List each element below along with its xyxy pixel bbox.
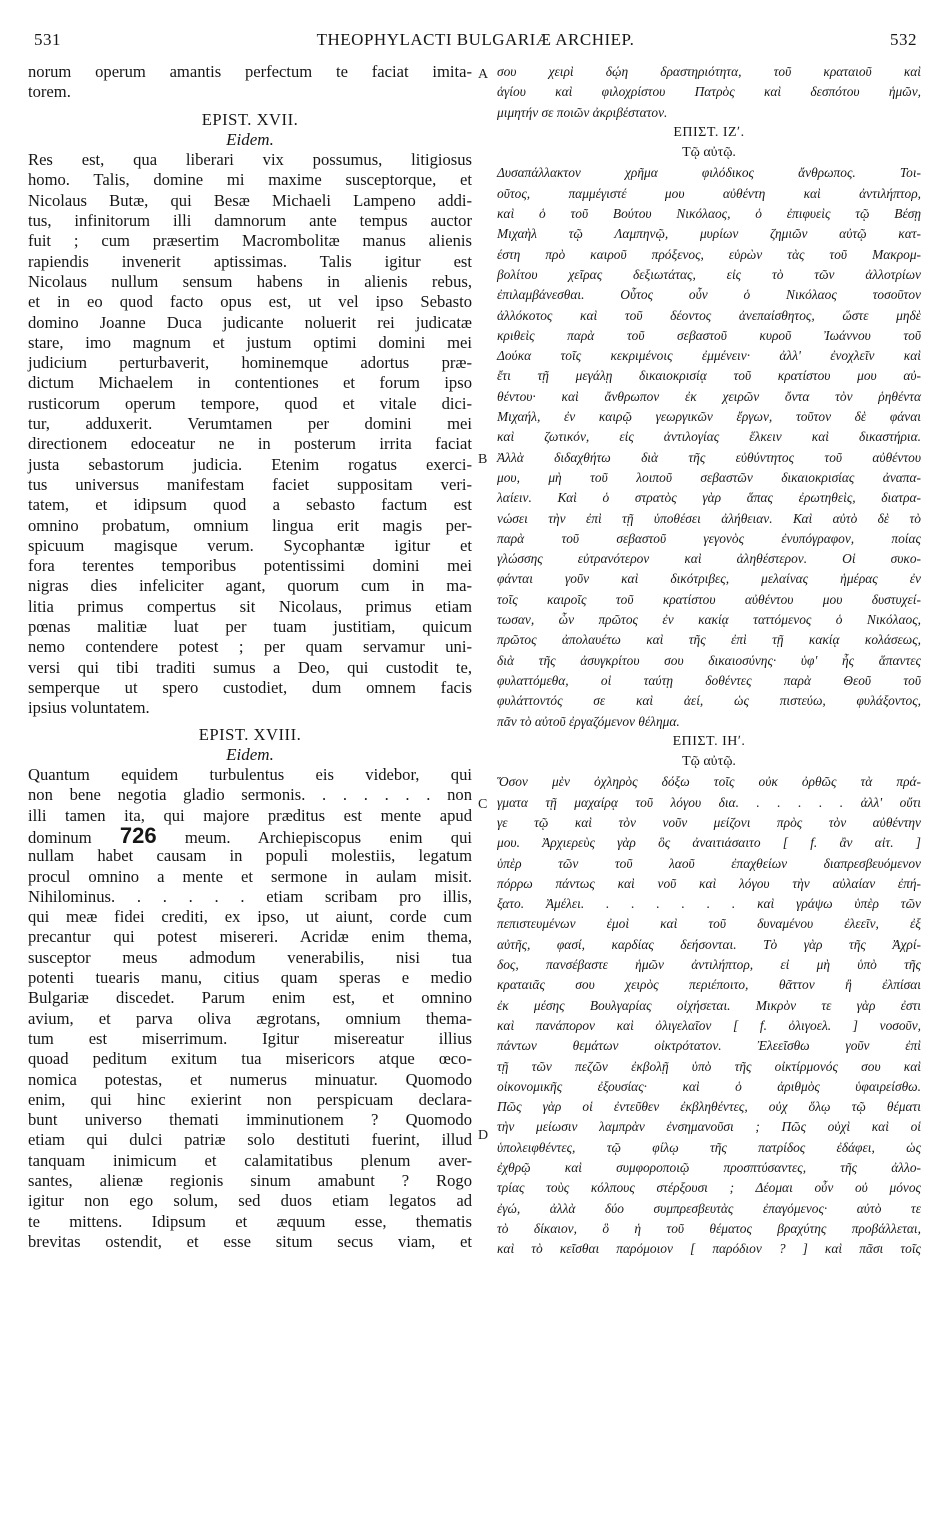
text-line: ἐχθρῷ καὶ συμφοροποιῷ προσπτύσαντες, τῆς ἀλλο- [497,1160,921,1176]
text-line: igitur non ego solum, sed duos etiam legatos ad [28,1191,472,1211]
text-line: fuit ; cum præsertim Macrombolitæ manus alienis [28,231,472,251]
greek-top-lines [497,62,921,123]
text-line: τὸ δίκαιον, ὃ ἡ τοῦ θέματος βραχύτης προβάλλεται, [497,1220,921,1236]
text-line: bunt universo themati imminutionem ? Quomodo [28,1110,472,1130]
text-line: tatem, et idipsum quod a sebasto factum est [28,495,472,515]
text-line: Nicolaus nullum sensum habens in alienis rebus, [28,271,472,291]
text-line: ἀλλόκοτος καὶ τοῦ δέοντος ἀνεπαίσθητος, ὥστε μηδὲ [497,307,921,323]
text-line: μου, μὴ τοῦ λοιποῦ σεβαστῶν δικαιοκρισίας ἀναπα- [497,469,921,485]
text-line: γματα τῇ μαχαίρᾳ τοῦ λόγου δια. . . . . . ἀλλ' οὔτι [497,794,921,810]
latin-ep18-heading: EPIST. XVIII. [198,724,302,744]
text-line: justa sebastorum judicia. Etenim rogatus exerci- [28,454,472,474]
text-line: πρῶτος ἀπολαυέτω καὶ τῆς ἐπὶ τῇ κακίᾳ κολάσεως, [497,632,921,648]
text-line: potenti tuearis manu, citius quam speras e medio [28,968,472,988]
text-line: έστη πρὸ καιροῦ πρόξενος, εὑρὼν τὰς τοῦ Μακρομ- [497,246,921,262]
greek-ep18-addressee: Τῷ αὐτῷ. [682,754,736,770]
text-line: οἰκονομικῆς ἐξουσίας· καὶ ὁ ἀριθμὸς ὑφαιρείσθω. [497,1078,921,1094]
text-line: ὑπολειφθέντες, τῷ φίλῳ τῆς πατρίδος ἐδάφει, ὡς [497,1139,921,1155]
page-number-left: 531 [34,30,61,49]
text-line: μιμητήν σε ποιῶν ἀκριβέστατον. [497,104,668,120]
text-line: λαίειν. Καὶ ὁ στρατὸς γὰρ ἅπας ἐρωτηθεὶς, διατρα- [497,490,921,506]
text-line: ipsius voluntatem. [28,698,150,718]
text-line: Δυσαπάλλακτον χρῆμα φιλόδικος ἄνθρωπος. Τοι- [497,165,921,181]
text-line: τρίας τοὺς κόλπους στέρξουσι ; Δέομαι οὖν οὐ μόνος [497,1180,921,1196]
text-line: ἁγίου καὶ φιλοχρίστου Πατρὸς καὶ δεσπότου ἡμῶν, [497,84,921,100]
text-line: Ὅσον μὲν ὀχληρὸς δόξω τοῖς οὐκ ὀρθῶς τὰ πρά- [497,774,921,790]
greek-ep18-body [497,772,921,1259]
text-line: πᾶν τὸ αὐτοῦ ἐργαζόμενον θέλημα. [497,713,680,729]
text-line: γε τῷ καὶ τὸν νοῦν μείζονι πρὸς τὸν αὐθέντην [497,814,921,830]
text-line: susceptor meus admodum venerabilis, nisi tua [28,947,472,967]
text-line: Μιχαὴλ τῷ Λαμπηνῷ, μυρίων ζημιῶν αὐτῷ κατ- [497,226,921,242]
text-line: οῦτος, παμμέγιστέ μου αὐθέντη καὶ ἀντιλήπτορ, [497,185,921,201]
latin-ep18-body [28,765,472,1252]
text-line: et in eo quod facto opus est, ut vel ipso Sebasto [28,292,472,312]
text-line: qui meæ fidei crediti, ex ipso, ut aiunt, corde cum [28,907,472,927]
text-line: φάνται γοῦν καὶ δικότριβες, μελαίνας ἡμέρας ἐν [497,571,921,587]
text-line: βολίτου χεῖρας δεξιωτάτας, εἰς τὸ τῶν ἀλλοτρίων [497,266,921,282]
text-line: torem. [28,82,71,102]
text-line: spicuum magisque verum. Sycophantæ igitur et [28,535,472,555]
text-line: φυλάττοντός σε καὶ ἀεί, ὡς πιστεύω, φυλάξοντος, [497,693,921,709]
text-line: Res est, qua liberari vix possumus, litigiosus [28,150,472,170]
text-line: ξατο. Ἀμέλει. . . . . . . καὶ γράψω ὑπὲρ τῶν [497,896,921,912]
greek-ep17-heading: ΕΠΙΣΤ. ΙΖʹ. [673,124,745,140]
text-line: rapiendis invenerit aptissimas. Talis igitur est [28,251,472,271]
text-line: πεπιστευμένων ἐμοὶ καὶ τοῦ δυναμένου ἐλεεῖν, ἐξ [497,916,921,932]
text-line: litia primus compertus sit Nicolaus, primus etiam [28,596,472,616]
text-line: nemo contendere potest ; per quam servamur uni- [28,637,472,657]
section-marker-d: D [478,1128,489,1143]
text-line: Quantum equidem turbulentus eis videbor, qui [28,765,472,785]
column-number: 726 [119,822,157,848]
line-part: dominum [28,827,120,847]
text-line: enim, qui hinc exierint non perspicuam declara- [28,1089,472,1109]
text-line: τῇ τῶν πεζῶν ἐκβολῇ ὑπὸ τῆς οἰκτίρμονός σου καὶ [497,1058,921,1074]
text-line: Nihilominus. . . . . . etiam scribam pro illis, [28,886,472,906]
text-line: tus universus manifestam faciet suppositam veri- [28,474,472,494]
latin-ep18-addressee: Eidem. [226,744,274,764]
text-line: τὴν μείωσιν λαμπρὰν ἐνσημανοῦσι ; Πῶς οὐχὶ καὶ οἱ [497,1119,921,1135]
text-line: quoad peditum exitum tua misericors atque œco- [28,1049,472,1069]
text-line: omnino probatum, omnium lingua erit magis per- [28,515,472,535]
text-line: ὑπὲρ τῶν τοῦ λαοῦ ἐπαχθείων διαπρεσβευόμενον [497,855,921,871]
text-line: judicium perturbaverit, hominemque adortus præ- [28,353,472,373]
text-line: αὐτῆς, φασί, καρδίας δεήσονται. Τὸ γὰρ τῆς Ἀχρί- [497,936,921,952]
text-line: νώσει τὴν ἐπὶ τῇ ὑποθέσει ἀλήθειαν. Καὶ αὐτὸ δὲ τὸ [497,510,921,526]
latin-ep17-body [28,150,472,718]
text-line: τωσαν, ὧν πρῶτος ἐν κακίᾳ ταττόμενος ὁ Νικόλαος, [497,612,921,628]
text-line: καὶ τὸ κεῖσθαι παρόμοιον [ παρόδιον ? ] καὶ πᾶσι τοῖς [497,1241,921,1257]
running-title: THEOPHYLACTI BULGARIÆ ARCHIEP. [316,30,635,49]
greek-ep18-heading: ΕΠΙΣΤ. ΙΗʹ. [672,733,746,749]
text-line: Πῶς γὰρ οἱ ἐντεῦθεν ἐκβληθέντες, οὐχ ὅλῳ τῷ θέματι [497,1099,921,1115]
text-line: πάντων θεμάτων οἰκτρότατον. Ἐλεεῖσθω γοῦν ἐπὶ [497,1038,921,1054]
text-line: ἐκ μέσης Βουλγαρίας οἰχήσεται. Μικρὸν τε γὰρ ἐστι [497,997,921,1013]
text-line: brevitas ostendit, et esse situm secus viam, et [28,1231,472,1251]
text-line: versi qui tibi traditi sumus a Deo, qui custodit te, [28,657,472,677]
greek-ep17-addressee: Τῷ αὐτῷ. [682,145,736,161]
text-line: homo. Talis, domine mi maxime susceptorque, et [28,170,472,190]
text-line: nigras dies infeliciter agant, quorum cum in ma- [28,576,472,596]
greek-column [497,62,921,1260]
text-line: fora terentes temporibus potentissimi domini mei [28,556,472,576]
text-line: santes, alienæ regionis sinum amabunt ? Rogo [28,1171,472,1191]
text-line: tus, infinitorum illi damnorum ante tempus auctor [28,211,472,231]
text-line: ἔτι τῇ μεγάλῃ δικαιοκρισίᾳ τοῦ κρατίστου μου αὐ- [497,368,921,384]
text-line: κριθεὶς παρὰ τοῦ σεβαστοῦ κυροῦ Ἰωάννου τοῦ [497,327,921,343]
text-line: ἐγώ, ἀλλὰ δύο συμπρεσβευτὰς ἐπαγόμενος· αὐτὸ τε [497,1200,921,1216]
text-line: δος, πανσέβαστε ἡμῶν ἀντιλήπτορ, εἰ μὴ ὑπὸ τῆς [497,957,921,973]
text-line: directionem edoceatur ne in posterum irrita faciat [28,434,472,454]
section-marker-b: B [478,452,488,467]
text-line: παρὰ τοῦ σεβαστοῦ γεγονὸς ἐνυπόγραφον, ποίας [497,530,921,546]
text-line: τοῖς καιροῖς τοῦ κρατίστου αὐθέντου μου δυστυχεί- [497,591,921,607]
text-line: rusticorum operum tempore, quod et vitale dici- [28,393,472,413]
latin-ep17-heading: EPIST. XVII. [201,109,299,129]
text-line: etiam qui dulci patriæ solo destituti fuerint, illud [28,1130,472,1150]
text-line: precantur qui potest misereri. Acridæ enim thema, [28,927,472,947]
text-line: Bulgariæ discedet. Parum enim est, et omnino [28,988,472,1008]
text-line: Δούκα τοῖς κεκριμένοις ἐμμένειν· ἀλλ' ἐνοχλεῖν καὶ [497,348,921,364]
text-line-with-column-number [28,822,473,848]
line-part: meum. Archiepiscopus enim qui [184,827,473,847]
text-line: nomica potestas, et numerus minuatur. Quomodo [28,1069,472,1089]
text-line: non bene negotia gladio sermonis. . . . . . . non [28,785,472,805]
latin-column [28,62,472,1252]
greek-ep17-body [497,163,921,731]
text-line: καὶ πανάπορον καὶ ὀλιγελαῖον [ f. ὀλιγοελ. ] νοσοῦν, [497,1017,921,1033]
text-line: Μιχαήλ, ἐν καιρῷ γεωργικῶν ἔργων, τοῦτον δὲ φάναι [497,409,921,425]
text-line: illi tamen ita, qui majore præditus est mente apud [28,805,472,825]
text-line: stare, imo magnum et justum optimi domini mei [28,332,472,352]
text-line: Nicolaus Butæ, qui Besæ Michaeli Lampeno addi- [28,190,472,210]
text-line: διὰ τῆς ἀσυγκρίτου σου δικαιοσύνης· ὑφ' ἧς ἅπαντες [497,652,921,668]
text-line: πόρρω πάντως καὶ νοῦ καὶ λόγου τὴν αὐλαίαν ἐπή- [497,875,921,891]
text-line: tur, adduxerit. Verumtamen per domini mei [28,414,472,434]
text-line: κραταιᾶς σου χειρὸς περιέποιτο, θᾶττον ἢ ἐλπίσαι [497,977,921,993]
text-line: nullam habet causam in populi molestiis, legatum [28,846,472,866]
text-line: σου χειρὶ δῴη δραστηριότητα, τοῦ κραταιοῦ καὶ [497,64,921,79]
text-line: tum est miserrimum. Igitur misereatur illius [28,1028,472,1048]
text-line: norum operum amantis perfectum te faciat imita- [28,62,472,81]
page-number-right: 532 [890,30,917,49]
text-line: semperque ut spero custodiet, dum omnem facis [28,677,472,697]
text-line: avium, et parva oliva ægrotans, omnium thema- [28,1008,472,1028]
text-line: procul omnino a mente et sermone in aulam misit. [28,866,472,886]
text-line: φυλαττόμεθα, οἱ ταύτῃ δοθέντες παρὰ Θεοῦ τοῦ [497,672,921,688]
text-line: tanquam inimicum et calamitatibus plenum aver- [28,1150,472,1170]
text-line: te mittens. Idipsum et æquum esse, thematis [28,1211,472,1231]
running-header [34,30,917,54]
text-line: domino Joanne Duca judicante noluerit rei judicatæ [28,312,472,332]
text-line: καὶ ζωτικόν, εἰς ἀντιλογίας ἕλκειν καὶ δικαστήρια. [497,429,921,445]
text-line: μου. Ἀρχιερεὺς γὰρ ὃς ἀναιτιάσαιτο [ f. ἂν αἰτ. ] [497,835,921,851]
section-marker-c: C [478,797,488,812]
text-line: Ἀλλὰ διδαχθήτω διὰ τῆς εὐθύντητος τοῦ αὐθέντου [497,449,921,465]
text-line: ἐπιλαμβάνεσθαι. Οὗτος οὖν ὁ Νικόλαος τοσοῦτον [497,287,921,303]
latin-ep17-addressee: Eidem. [226,129,274,149]
text-line: pœnas malitiæ luat per tuam justitiam, quicum [28,617,472,637]
text-line: καὶ ὁ τοῦ Βούτου Νικόλαος, ὁ ἐπιφυεὶς τῷ Βέσῃ [497,206,921,222]
latin-top-lines [28,62,472,103]
text-line: θέντου· καὶ ἄνθρωπον ἐκ χειρῶν ὄντα τὸν ῥηθέντα [497,388,921,404]
text-line: γλώσσης εὐτρανότερον καὶ ἀληθέστερον. Οἱ συκο- [497,551,921,567]
text-line: dictum Michaelem in contentiones et forum ipso [28,373,472,393]
section-marker-a: A [478,67,489,82]
